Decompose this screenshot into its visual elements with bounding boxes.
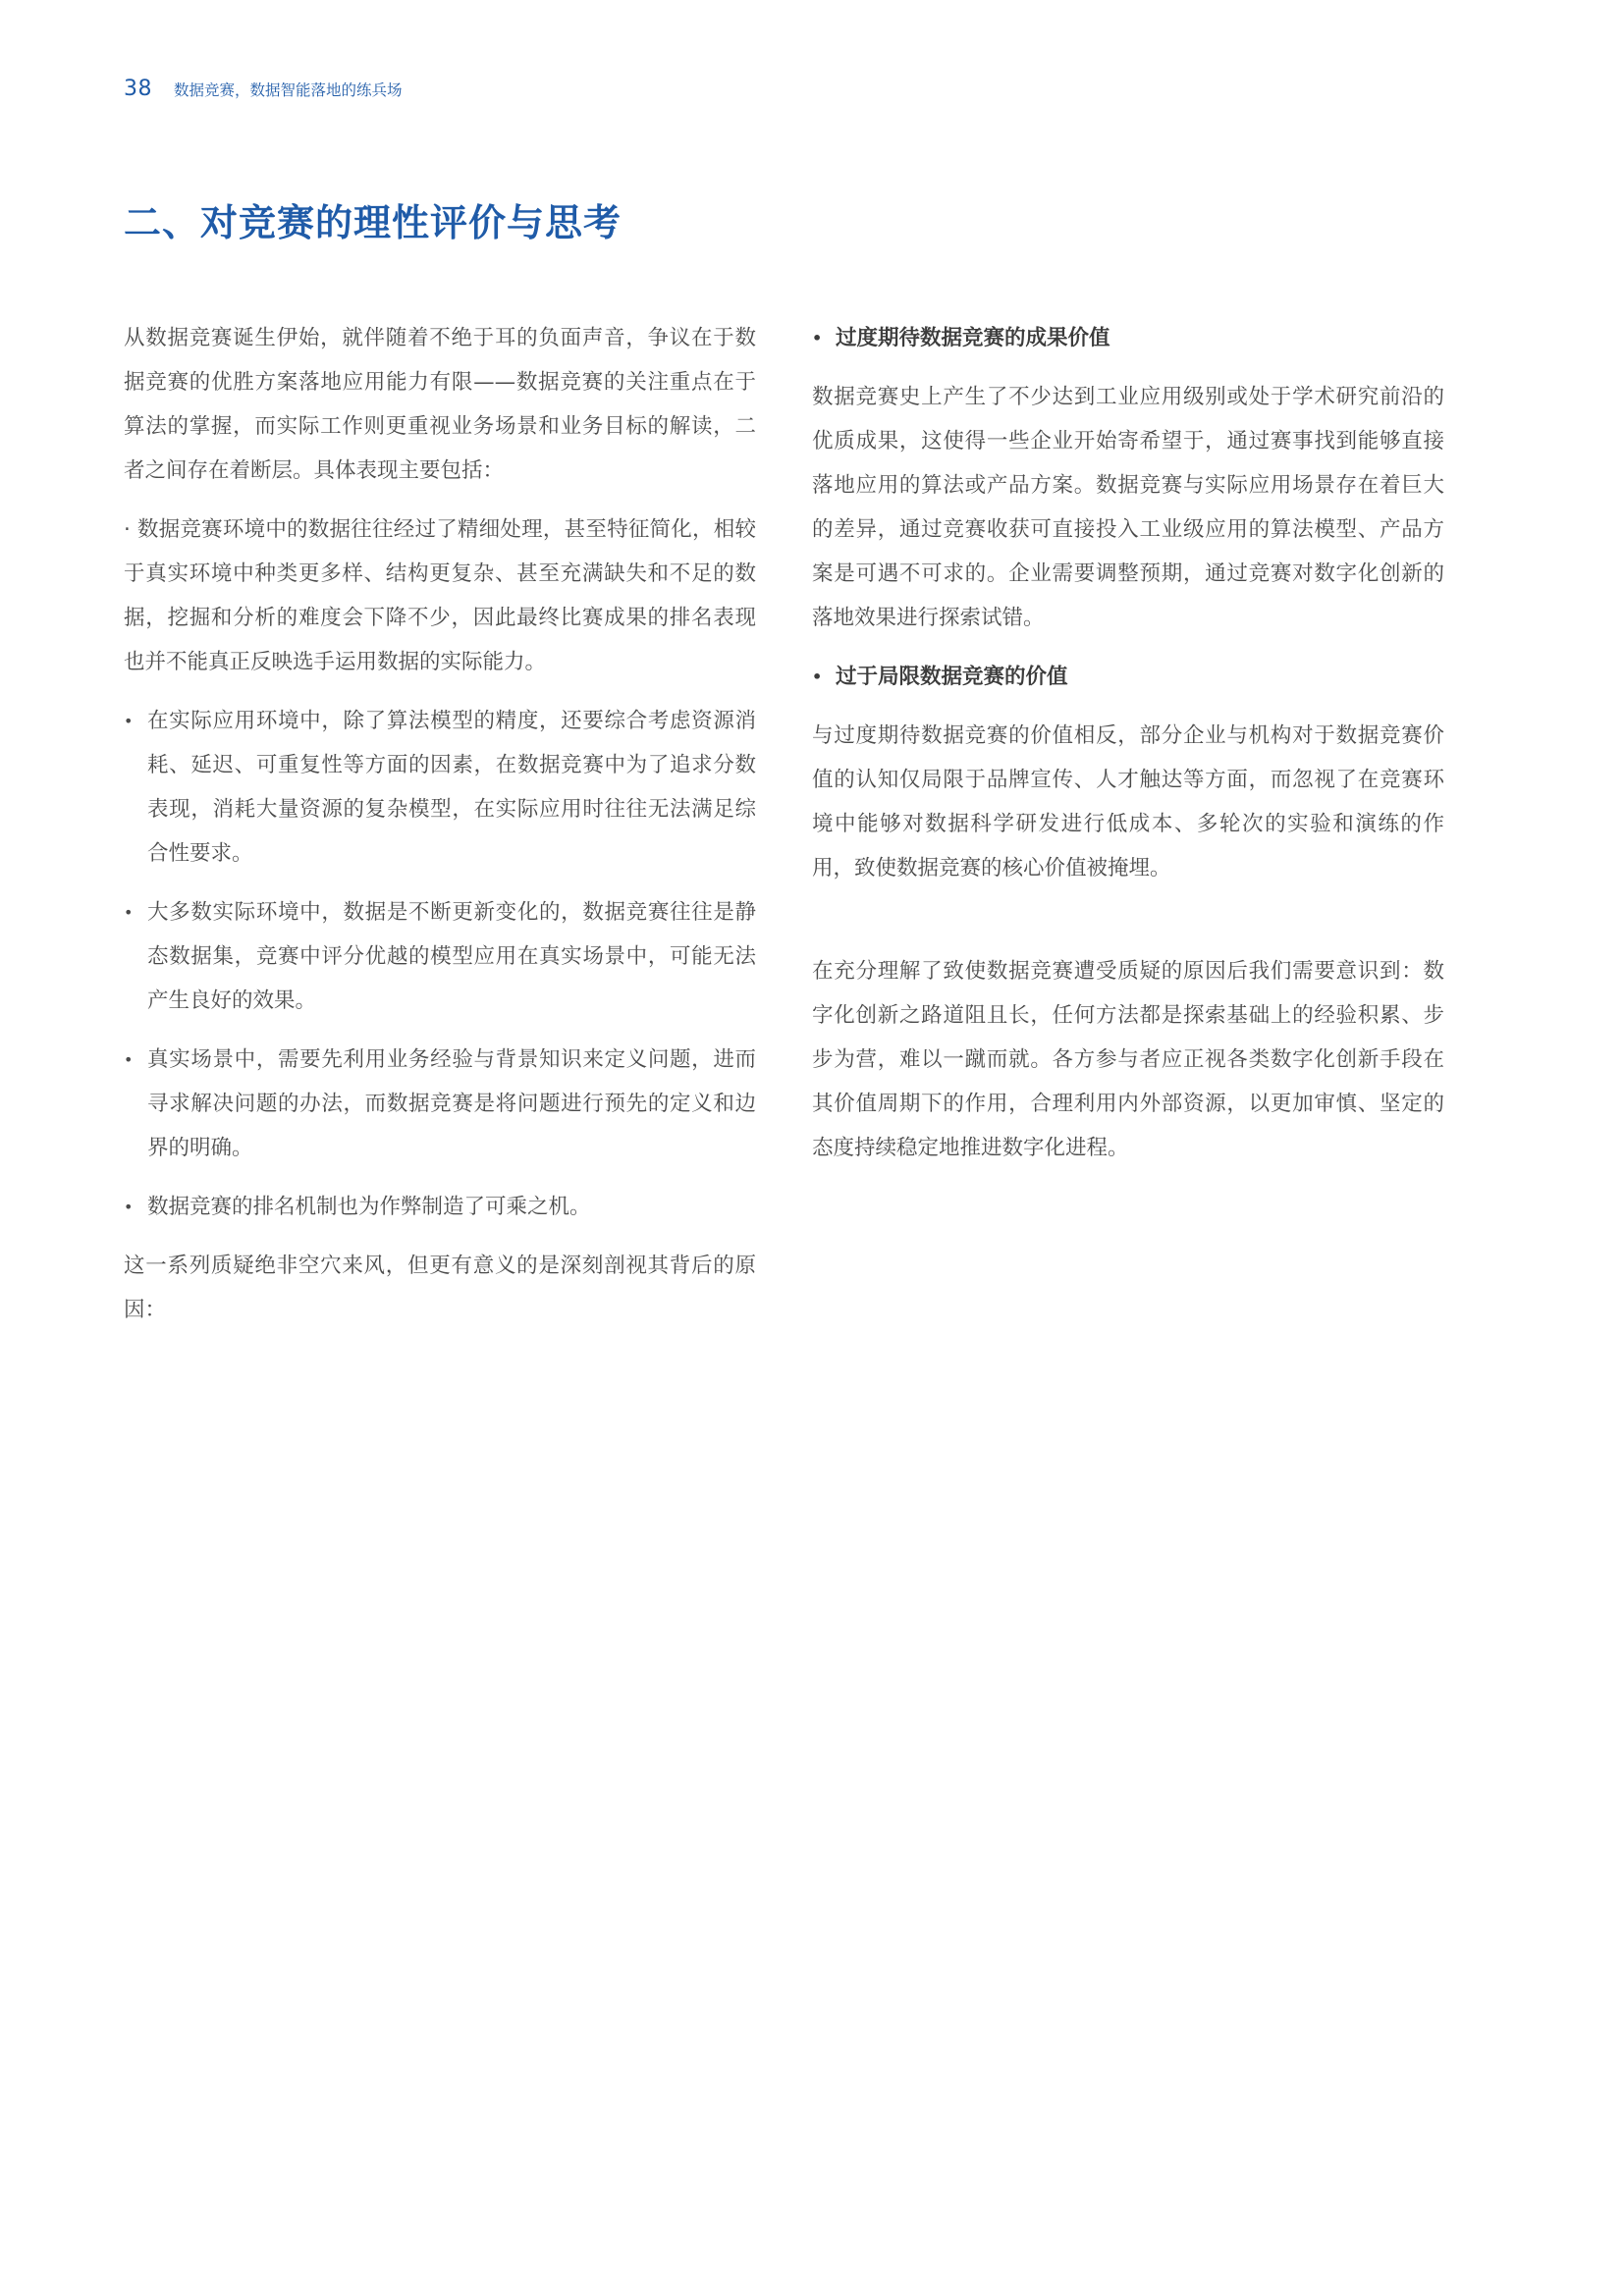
bullet-icon: • [124, 712, 134, 730]
page-header [124, 77, 403, 101]
closing-paragraph: 这一系列质疑绝非空穴来风，但更有意义的是深刻剖视其背后的原因： [124, 1254, 756, 1322]
subsection-heading-undervaluation [812, 655, 1444, 699]
list-item [124, 1185, 756, 1229]
section-title: 二、对竞赛的理性评价与思考 [124, 201, 623, 244]
page-number: 38 [124, 77, 152, 101]
bullet-icon: • [124, 1050, 134, 1069]
list-item [124, 890, 756, 1023]
list-item-text: 真实场景中，需要先利用业务经验与背景知识来定义问题，进而寻求解决问题的办法，而数据竞赛是将问题进行预先的定义和边界的明确。 [147, 1047, 756, 1160]
list-item-text: 在实际应用环境中，除了算法模型的精度，还要综合考虑资源消耗、延迟、可重复性等方面的因素，在数据竞赛中为了追求分数表现，消耗大量资源的复杂模型，在实际应用时往往无法满足综合性要求。 [147, 709, 756, 866]
bullet-icon: • [812, 667, 823, 686]
subsection-body-undervaluation: 与过度期待数据竞赛的价值相反，部分企业与机构对于数据竞赛价值的认知仅局限于品牌宣传、人才触达等方面，而忽视了在竞赛环境中能够对数据科学研发进行低成本、多轮次的实验和演练的作用，致使数据竞赛的核心价值被掩埋。 [812, 723, 1444, 881]
list-item-text: 大多数实际环境中，数据是不断更新变化的，数据竞赛往往是静态数据集，竞赛中评分优越的模型应用在真实场景中，可能无法产生良好的效果。 [147, 900, 756, 1013]
subsection-body-overexpectation: 数据竞赛史上产生了不少达到工业应用级别或处于学术研究前沿的优质成果，这使得一些企业开始寄希望于，通过赛事找到能够直接落地应用的算法或产品方案。数据竞赛与实际应用场景存在着巨大的差异，通过竞赛收获可直接投入工业级应用的算法模型、产品方案是可遇不可求的。企业需要调整预期，通过竞赛对数字化创新的落地效果进行探索试错。 [812, 385, 1444, 630]
left-column [124, 316, 756, 1347]
bullet-icon: • [812, 329, 823, 347]
list-item [124, 699, 756, 876]
issue-bullet-list [124, 699, 756, 1229]
bullet-icon: • [124, 903, 134, 922]
list-item-text: 数据竞赛的排名机制也为作弊制造了可乘之机。 [147, 1195, 591, 1219]
spacer [812, 905, 1444, 949]
subsection-heading-text: 过度期待数据竞赛的成果价值 [836, 326, 1110, 350]
running-title: 数据竞赛，数据智能落地的练兵场 [174, 81, 403, 99]
intro-paragraph: 从数据竞赛诞生伊始，就伴随着不绝于耳的负面声音，争议在于数据竞赛的优胜方案落地应用能力有限——数据竞赛的关注重点在于算法的掌握，而实际工作则更重视业务场景和业务目标的解读，二者之间存在着断层。具体表现主要包括： [124, 326, 756, 483]
conclusion-paragraph: 在充分理解了致使数据竞赛遭受质疑的原因后我们需要意识到：数字化创新之路道阻且长，任何方法都是探索基础上的经验积累、步步为营，难以一蹴而就。各方参与者应正视各类数字化创新手段在其价值周期下的作用，合理利用内外部资源，以更加审慎、坚定的态度持续稳定地推进数字化进程。 [812, 959, 1444, 1160]
list-item [124, 1038, 756, 1170]
bullet-icon: • [124, 1198, 134, 1216]
subsection-heading-overexpectation [812, 316, 1444, 360]
right-column [812, 316, 1444, 1185]
subsection-heading-text: 过于局限数据竞赛的价值 [836, 665, 1068, 689]
dot-list-item: · 数据竞赛环境中的数据往往经过了精细处理，甚至特征简化，相较于真实环境中种类更多样、结构更复杂、甚至充满缺失和不足的数据，挖掘和分析的难度会下降不少，因此最终比赛成果的排名表现也并不能真正反映选手运用数据的实际能力。 [124, 517, 756, 674]
